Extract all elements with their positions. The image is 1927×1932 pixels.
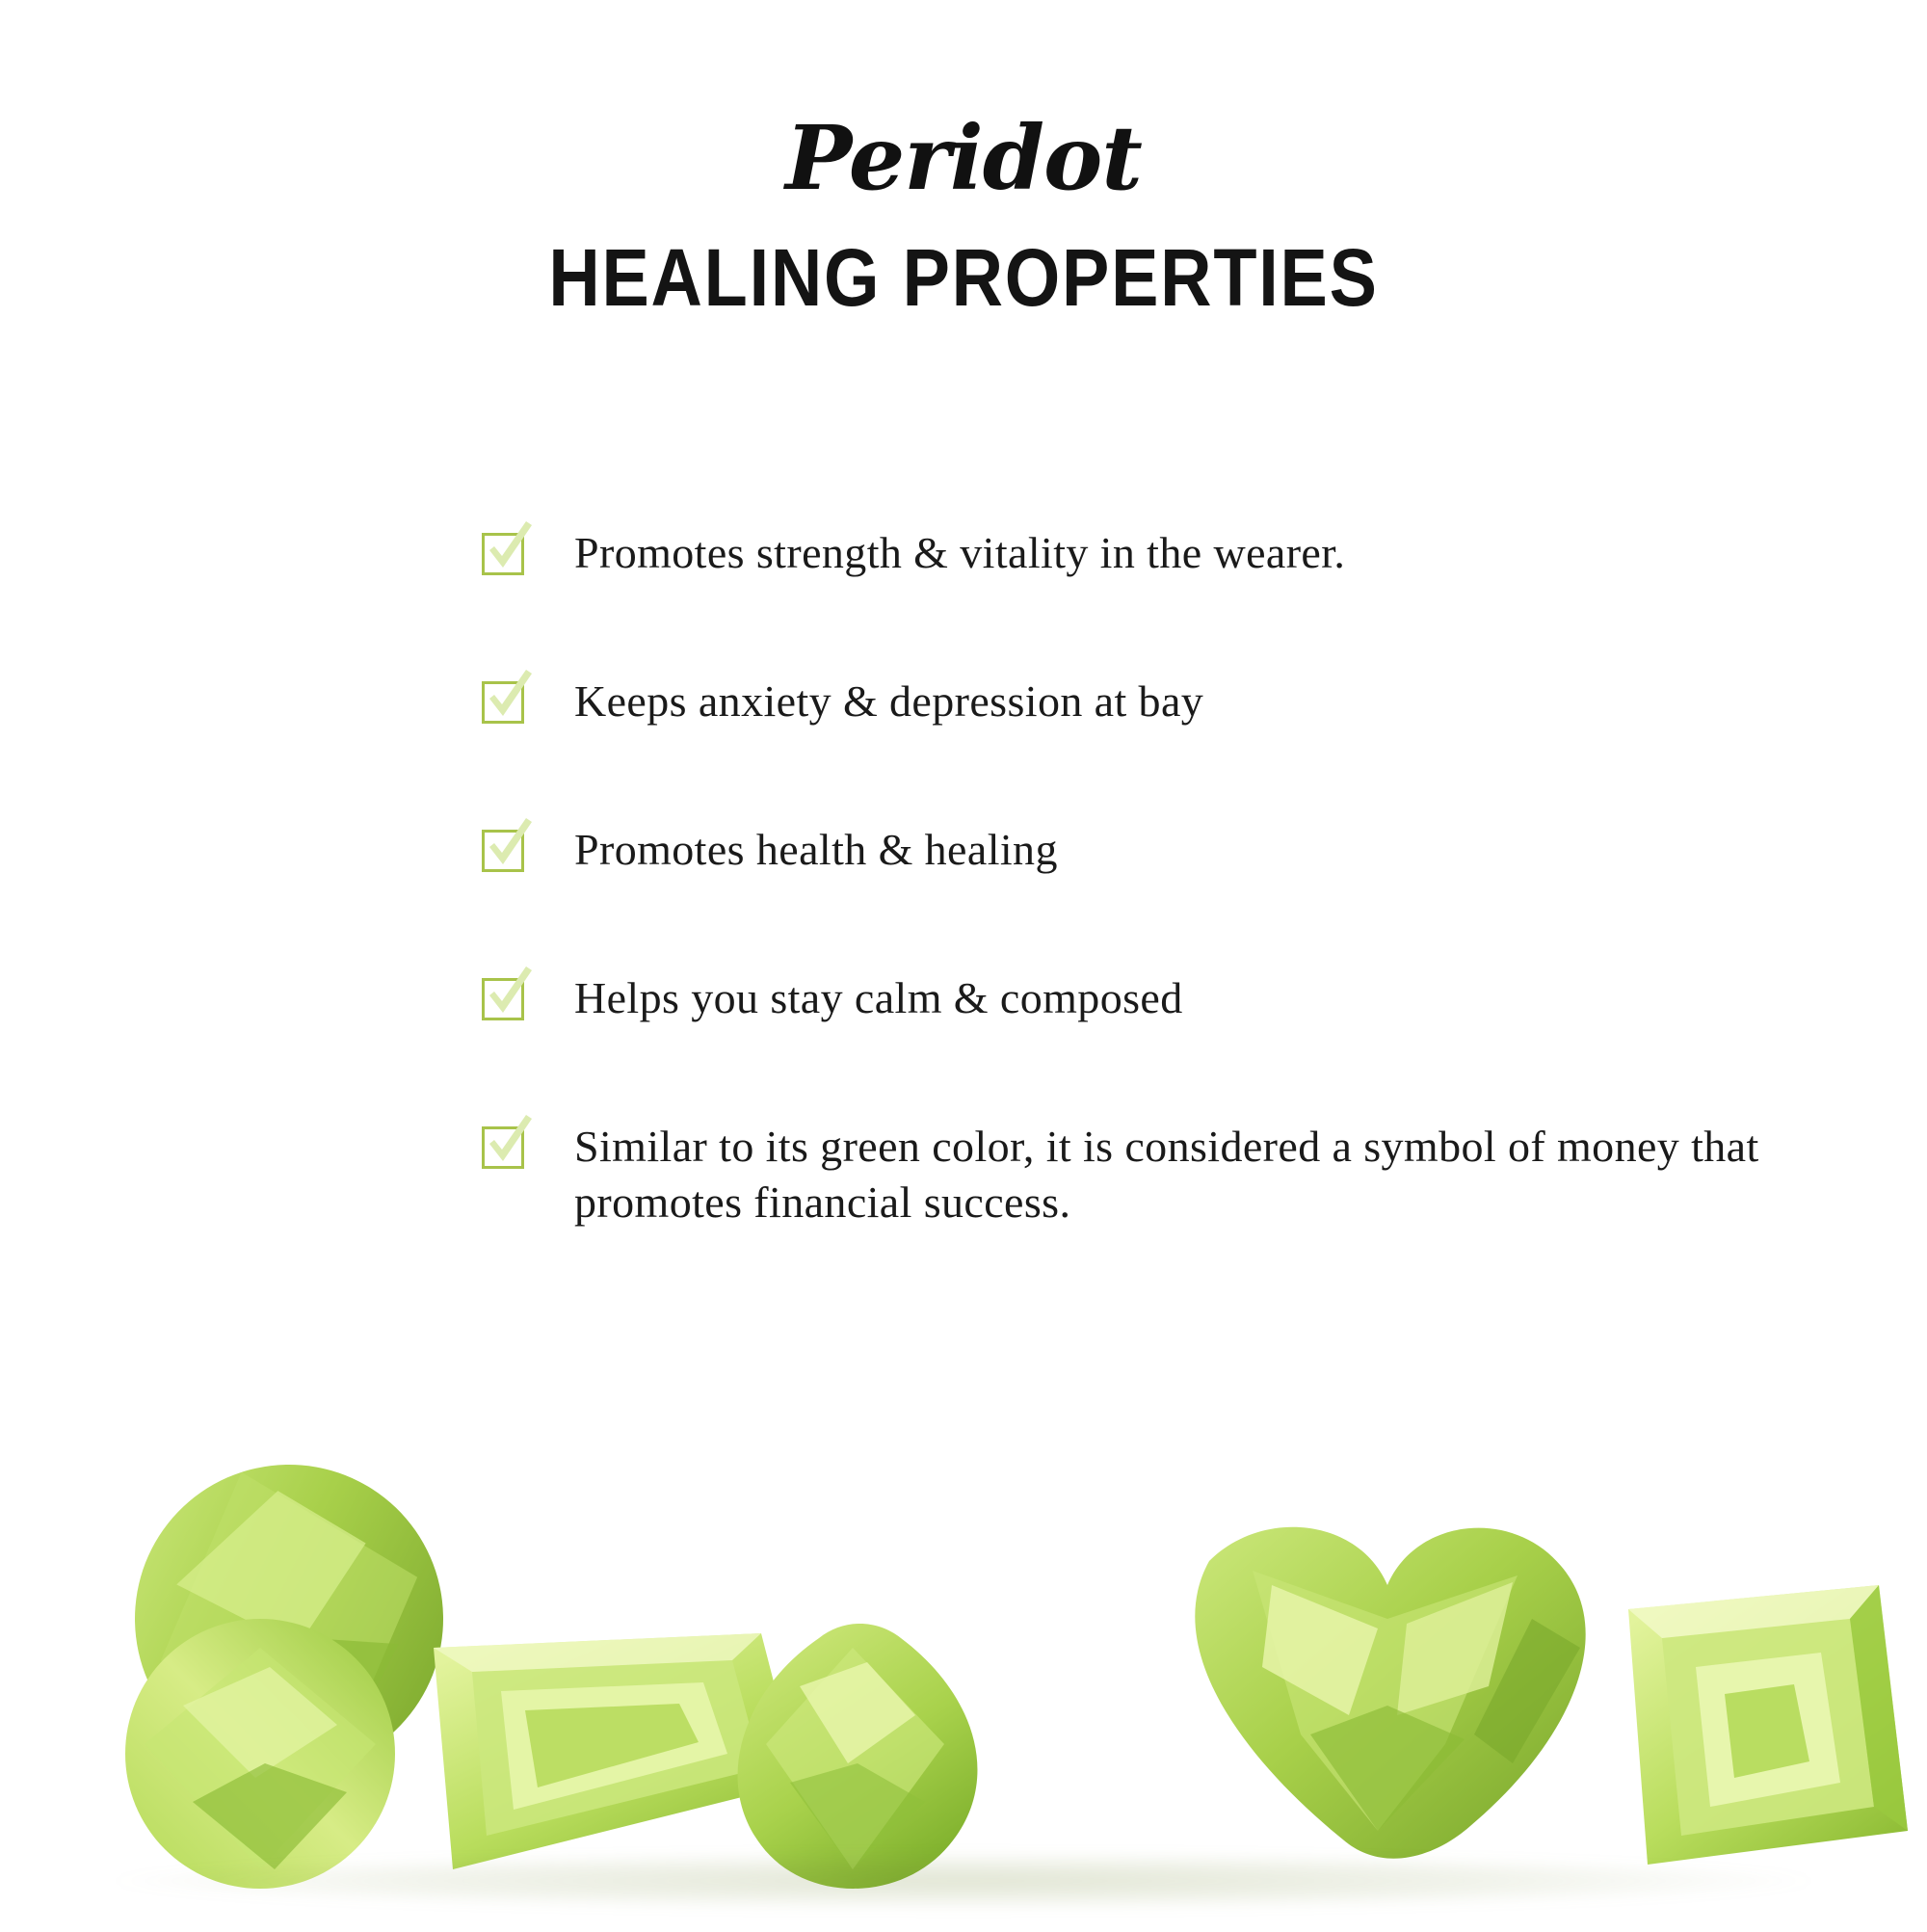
list-item: [482, 822, 1773, 878]
list-item: [482, 970, 1773, 1026]
page-title-script: Peridot: [785, 106, 1142, 210]
checkbox-checked-icon: [482, 1126, 528, 1173]
list-item: [482, 1119, 1773, 1231]
heart-cut-peridot: [1195, 1527, 1585, 1859]
header: [0, 0, 1927, 323]
list-item: [482, 525, 1773, 581]
list-item-label: Promotes health & healing: [574, 824, 1058, 874]
gemstone-shadow: [116, 1852, 1811, 1910]
list-item: [482, 674, 1773, 729]
checkbox-checked-icon: [482, 830, 528, 876]
list-item-label: Helps you stay calm & composed: [574, 972, 1183, 1022]
checkbox-checked-icon: [482, 978, 528, 1024]
checkbox-checked-icon: [482, 533, 528, 579]
square-cut-peridot: [1628, 1585, 1908, 1865]
page-title-main: HEALING PROPERTIES: [548, 232, 1379, 323]
checkbox-checked-icon: [482, 681, 528, 728]
gemstone-image: [0, 1330, 1927, 1927]
list-item-label: Promotes strength & vitality in the wearer.: [574, 528, 1346, 577]
list-item-label: Keeps anxiety & depression at bay: [574, 675, 1204, 726]
round-peridot-small: [125, 1619, 395, 1889]
list-item-label: Similar to its green color, it is considered a symbol of money that promotes financial success.: [574, 1121, 1759, 1227]
healing-properties-list: [482, 525, 1773, 1231]
pear-cut-peridot: [738, 1624, 978, 1889]
